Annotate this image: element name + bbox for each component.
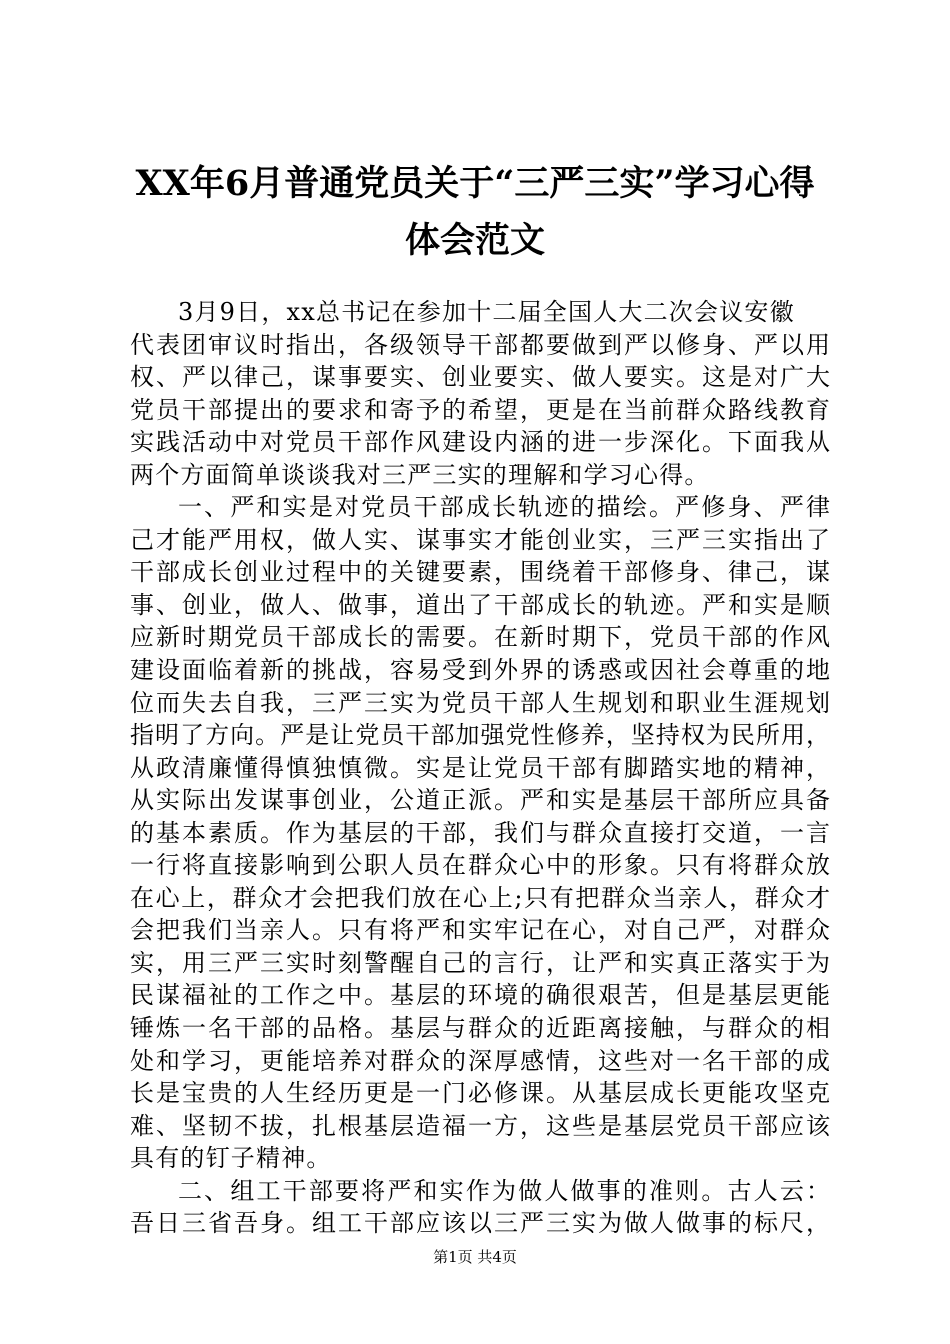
body-line: 3月9日，xx总书记在参加十二届全国人大二次会议安徽 — [178, 298, 795, 326]
body-line: 实践活动中对党员干部作风建设内涵的进一步深化。下面我从 — [130, 428, 830, 457]
body-line: 长是宝贵的人生经历更是一门必修课。从基层成长更能攻坚克 — [130, 1079, 830, 1108]
body-line: 在心上，群众才会把我们放在心上;只有把群众当亲人，群众才 — [130, 883, 830, 912]
body-line: 的基本素质。作为基层的干部，我们与群众直接打交道，一言 — [130, 818, 830, 847]
body-line: 代表团审议时指出，各级领导干部都要做到严以修身、严以用 — [130, 330, 830, 359]
body-line: 二、组工干部要将严和实作为做人做事的准则。古人云： — [178, 1176, 830, 1205]
body-line: 干部成长创业过程中的关键要素，围绕着干部修身、律己，谋 — [130, 558, 830, 587]
body-line: 位而失去自我，三严三实为党员干部人生规划和职业生涯规划 — [130, 688, 830, 717]
body-line: 己才能严用权，做人实、谋事实才能创业实，三严三实指出了 — [130, 525, 830, 554]
body-line: 锤炼一名干部的品格。基层与群众的近距离接触，与群众的相 — [130, 1014, 830, 1043]
body-line: 建设面临着新的挑战，容易受到外界的诱惑或因社会尊重的地 — [130, 656, 830, 685]
body-line: 从实际出发谋事创业，公道正派。严和实是基层干部所应具备 — [130, 786, 830, 815]
body-line: 一、严和实是对党员干部成长轨迹的描绘。严修身、严律 — [178, 493, 830, 522]
body-line: 两个方面简单谈谈我对三严三实的理解和学习心得。 — [130, 460, 710, 489]
document-body — [130, 296, 830, 1240]
body-line: 事、创业，做人、做事，道出了干部成长的轨迹。严和实是顺 — [130, 590, 830, 619]
document-title-line-1: XX年6月普通党员关于“三严三实”学习心得 — [135, 163, 815, 204]
body-line: 民谋福祉的工作之中。基层的环境的确很艰苦，但是基层更能 — [130, 981, 830, 1010]
body-line: 会把我们当亲人。只有将严和实牢记在心，对自己严，对群众 — [130, 916, 830, 945]
body-line: 具有的钉子精神。 — [130, 1144, 332, 1173]
page-footer: 第1页 共4页 — [433, 1248, 517, 1266]
document-title-line-2: 体会范文 — [404, 220, 545, 261]
body-line: 吾日三省吾身。组工干部应该以三严三实为做人做事的标尺， — [130, 1209, 830, 1238]
body-line: 应新时期党员干部成长的需要。在新时期下，党员干部的作风 — [130, 623, 830, 652]
body-line: 实，用三严三实时刻警醒自己的言行，让严和实真正落实于为 — [130, 948, 830, 977]
body-line: 一行将直接影响到公职人员在群众心中的形象。只有将群众放 — [130, 851, 830, 880]
body-line: 难、坚韧不拔，扎根基层造福一方，这些是基层党员干部应该 — [130, 1111, 830, 1140]
body-line: 权、严以律己，谋事要实、创业要实、做人要实。这是对广大 — [130, 363, 830, 392]
body-line: 党员干部提出的要求和寄予的希望，更是在当前群众路线教育 — [130, 395, 830, 424]
body-line: 处和学习，更能培养对群众的深厚感情，这些对一名干部的成 — [130, 1046, 830, 1075]
body-line: 从政清廉懂得慎独慎微。实是让党员干部有脚踏实地的精神， — [130, 753, 830, 782]
body-line: 指明了方向。严是让党员干部加强党性修养，坚持权为民所用， — [130, 721, 830, 750]
